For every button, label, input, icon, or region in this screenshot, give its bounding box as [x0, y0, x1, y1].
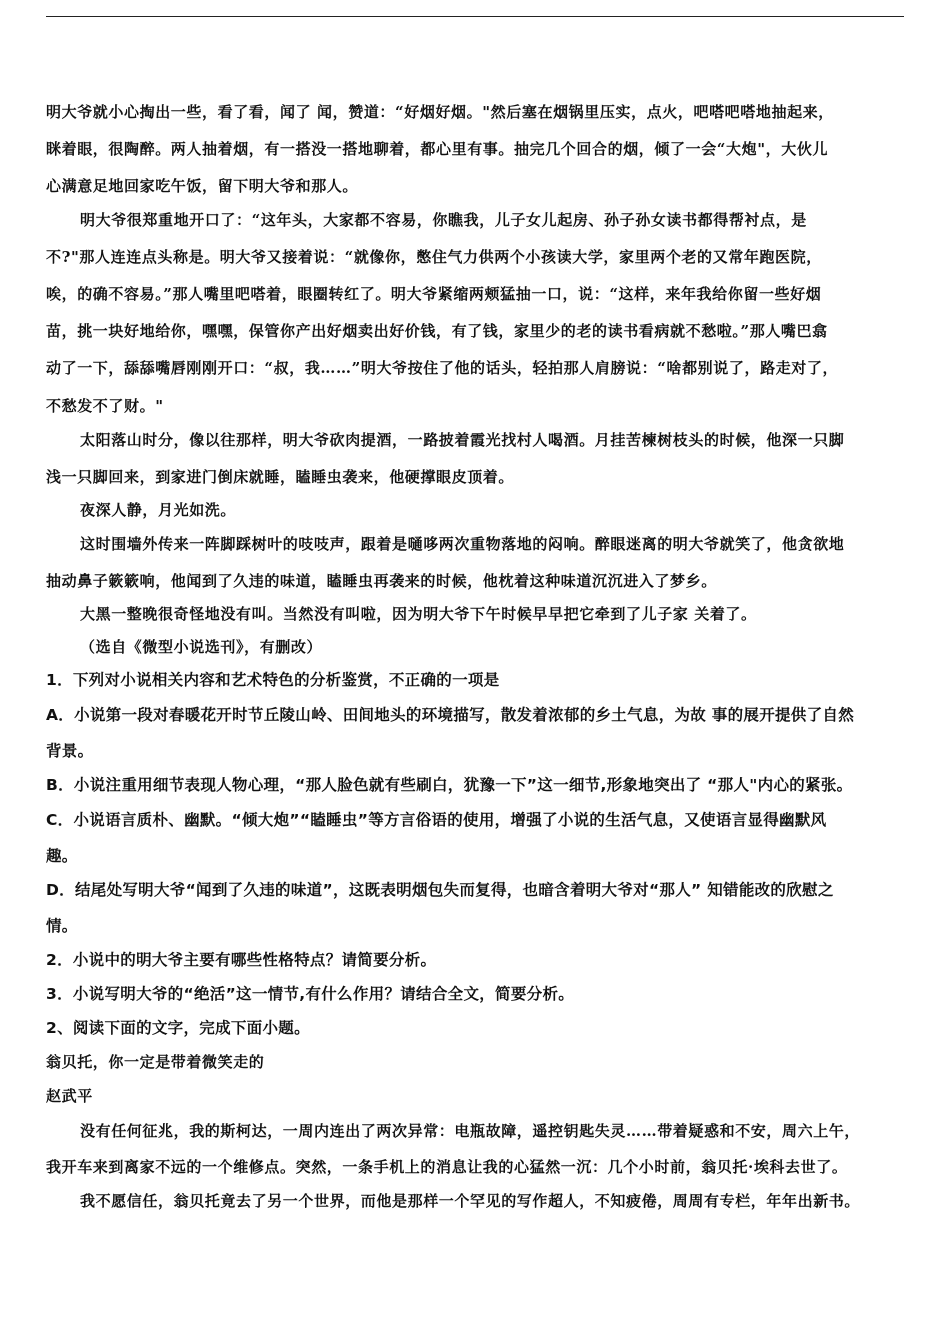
paragraph-line: 大黑一整晚很奇怪地没有叫。当然没有叫啦，因为明大爷下午时候早早把它牵到了儿子家 关着了。 [80, 605, 757, 623]
paragraph-line: 我不愿信任，翁贝托竟去了另一个世界，而他是那样一个罕见的写作超人，不知疲倦，周周有专栏，年年出新书。 [80, 1192, 861, 1210]
paragraph-line: 太阳落山时分，像以往那样，明大爷砍肉提酒，一路披着霞光找村人喝酒。月挂苦楝树枝头的时候，他深一只脚 [80, 431, 845, 449]
question-1: 1．下列对小说相关内容和艺术特色的分析鉴赏，不正确的一项是 [46, 671, 500, 689]
paragraph-line: 抽动鼻子簌簌响，他闻到了久违的味道，瞌睡虫再袭来的时候，他枕着这种味道沉沉进入了梦乡。 [46, 572, 717, 590]
option-c-cont: 趣。 [46, 847, 78, 865]
paragraph-line: 唉，的确不容易。”那人嘴里吧嗒着，眼圈转红了。明大爷紧缩两颊猛抽一口，说：“这样，来年我给你留一些好烟 [46, 285, 822, 303]
option-a: A．小说第一段对春暖花开时节丘陵山岭、田间地头的环境描写，散发着浓郁的乡土气息，为故 事的展开提供了自然 [46, 706, 854, 724]
option-c: C．小说语言质朴、幽默。“倾大炮”“瞌睡虫”等方言俗语的使用，增强了小说的生活气息，又使语言显得幽默风 [46, 811, 827, 829]
section-2-heading: 2、阅读下面的文字，完成下面小题。 [46, 1019, 310, 1037]
article-title: 翁贝托，你一定是带着微笑走的 [46, 1053, 265, 1071]
paragraph-line: 不愁发不了财。" [46, 397, 164, 415]
paragraph-line: 眯着眼，很陶醉。两人抽着烟，有一搭没一搭地聊着，都心里有事。抽完几个回合的烟，倾了一会“大炮"，大伙儿 [46, 140, 829, 158]
option-a-cont: 背景。 [46, 742, 94, 760]
option-b: B．小说注重用细节表现人物心理，“那人脸色就有些刷白，犹豫一下”这一细节,形象地突出了 “那人"内心的紧张。 [46, 776, 853, 794]
paragraph-line: 这时围墙外传来一阵脚踩树叶的吱吱声，跟着是嗵哆两次重物落地的闷响。醉眼迷离的明大爷就笑了，他贪欲地 [80, 535, 845, 553]
paragraph-line: 没有任何征兆，我的斯柯达，一周内连出了两次异常：电瓶故障，遥控钥匙失灵……带着疑惑和不安，周六上午， [80, 1122, 861, 1140]
paragraph-line: 夜深人静，月光如洗。 [80, 501, 237, 519]
paragraph-line: 浅一只脚回来，到家进门倒床就睡，瞌睡虫袭来，他硬撑眼皮顶着。 [46, 468, 515, 486]
option-d: D．结尾处写明大爷“闻到了久违的味道”，这既表明烟包失而复得，也暗含着明大爷对“那人” 知错能改的欣慰之 [46, 881, 834, 899]
top-rule [46, 16, 904, 17]
option-d-cont: 情。 [46, 917, 78, 935]
paragraph-line: 明大爷就小心掏出一些，看了看，闻了 闻，赞道：“好烟好烟。"然后塞在烟锅里压实，点火，吧嗒吧嗒地抽起来， [46, 103, 834, 121]
paragraph-line: 我开车来到离家不远的一个维修点。突然，一条手机上的消息让我的心猛然一沉：几个小时前，翁贝托·埃科去世了。 [46, 1158, 848, 1176]
question-2: 2．小说中的明大爷主要有哪些性格特点？请简要分析。 [46, 951, 437, 969]
paragraph-line: 明大爷很郑重地开口了：“这年头，大家都不容易，你瞧我，儿子女儿起房、孙子孙女读书都得帮衬点，是 [80, 211, 807, 229]
question-3: 3．小说写明大爷的“绝活”这一情节,有什么作用？请结合全文，简要分析。 [46, 985, 575, 1003]
paragraph-line: 心满意足地回家吃午饭，留下明大爷和那人。 [46, 177, 359, 195]
source-note: （选自《微型小说选刊》，有删改） [80, 638, 323, 656]
paragraph-line: 动了一下，舔舔嘴唇刚刚开口：“叔，我……”明大爷按住了他的话头，轻拍那人肩膀说：“啥都别说了，路走对了， [46, 359, 839, 377]
article-author: 赵武平 [46, 1087, 93, 1105]
paragraph-line: 苗，挑一块好地给你，嘿嘿，保管你产出好烟卖出好价钱，有了钱，家里少的老的读书看病就不愁啦。”那人嘴巴翕 [46, 322, 828, 340]
paragraph-line: 不?"那人连连点头称是。明大爷又接着说：“就像你，憋住气力供两个小孩读大学，家里两个老的又常年跑医院， [46, 248, 822, 266]
